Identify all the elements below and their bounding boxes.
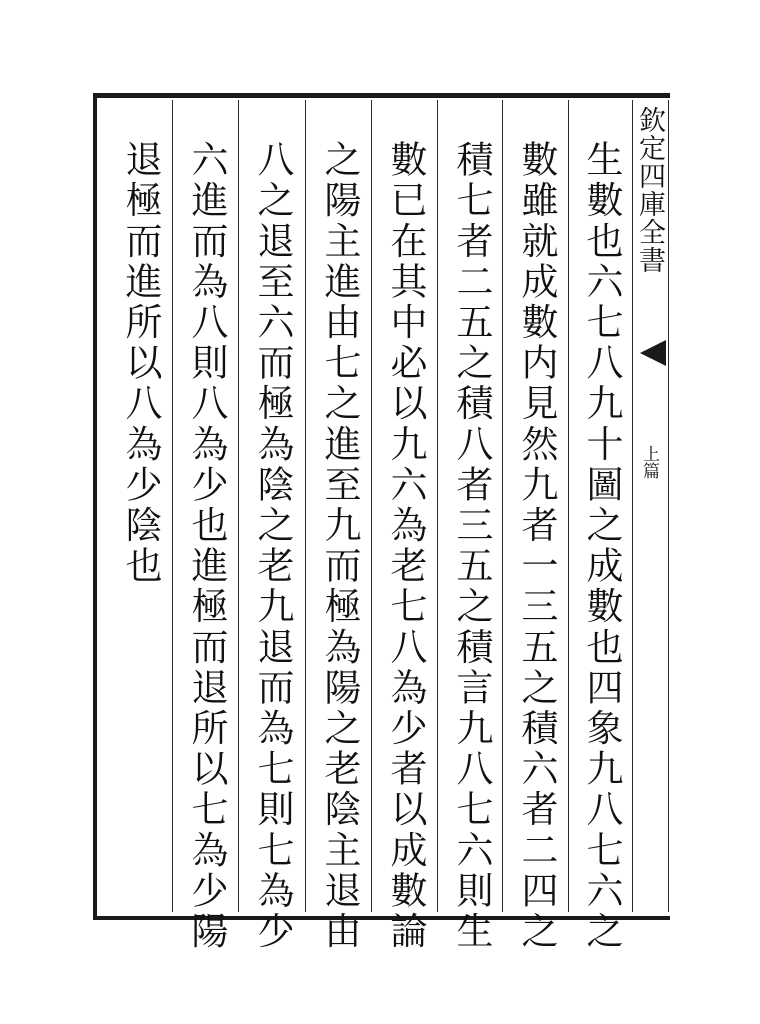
text-column-4: 數已在其中必以九六為老七八為少者以成數論 — [384, 140, 427, 952]
column-rule — [632, 100, 633, 912]
text-column-7: 六進而為八則八為少也進極而退所以七為少陽 — [185, 140, 228, 952]
text-column-5: 之陽主進由七之進至九而極為陽之老陰主退由 — [318, 140, 361, 952]
text-column-3: 積七者二五之積八者三五之積言九八七六則生 — [450, 140, 493, 952]
column-rule — [238, 100, 239, 912]
column-rule — [668, 100, 669, 912]
column-rule — [305, 100, 306, 912]
column-rule — [172, 100, 173, 912]
column-rule — [371, 100, 372, 912]
column-rule — [502, 100, 503, 912]
section-label: 上篇 — [639, 445, 659, 479]
collection-title: 欽定四庫全書 — [634, 106, 665, 274]
text-column-8: 退極而進所以八為少陰也 — [119, 140, 162, 587]
column-rule — [437, 100, 438, 912]
column-rule — [568, 100, 569, 912]
text-column-1: 生數也六七八九十圖之成數也四象九八七六之 — [580, 140, 623, 952]
text-column-6: 八之退至六而極為陰之老九退而為七則七為少 — [251, 140, 294, 952]
text-column-2: 數雖就成數内見然九者一三五之積六者二四之 — [515, 140, 558, 952]
